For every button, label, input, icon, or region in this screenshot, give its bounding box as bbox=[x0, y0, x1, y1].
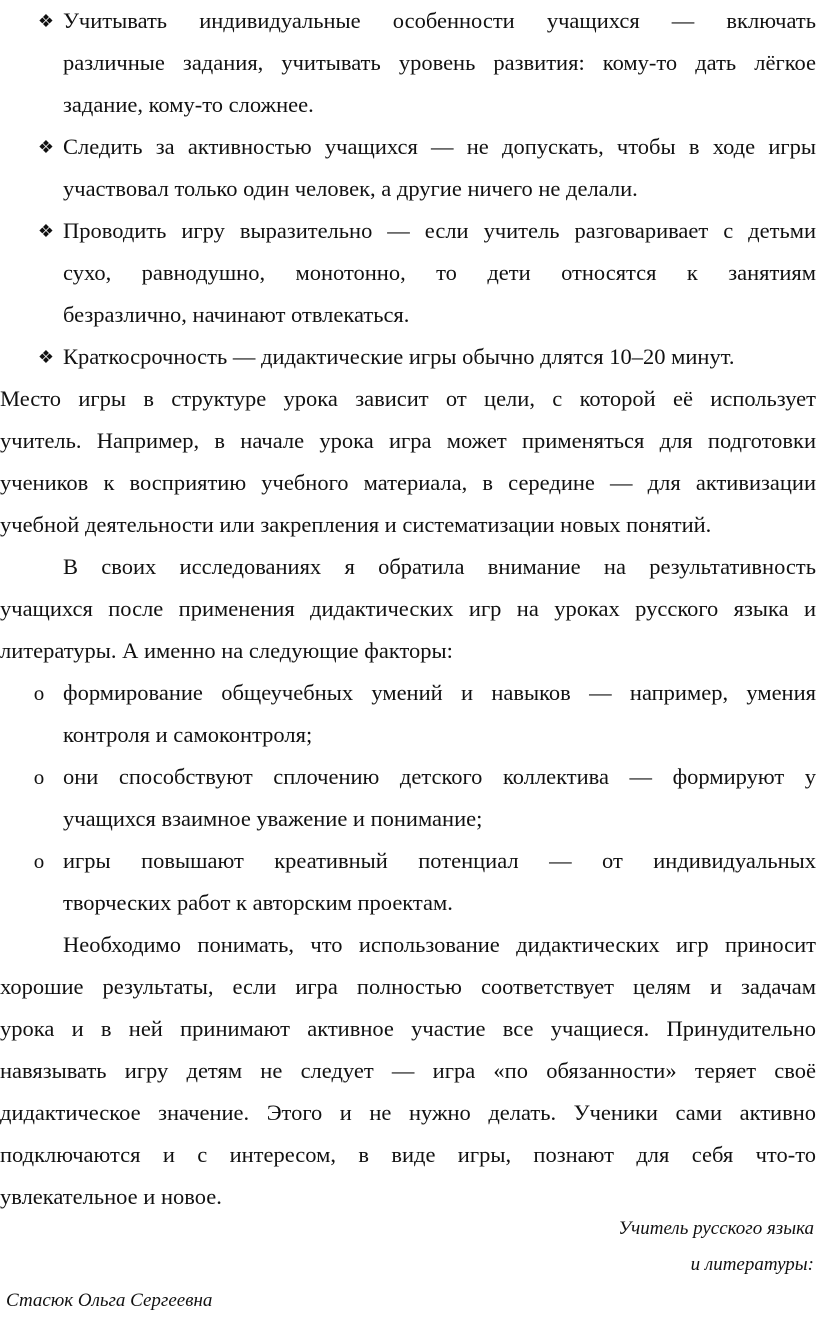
list-item-line: учащихся взаимное уважение и понимание; bbox=[63, 806, 483, 831]
diamond-bullet-icon: ❖ bbox=[37, 347, 55, 367]
paragraph-line: Место игры в структуре урока зависит от цели, с которой её использует bbox=[0, 386, 816, 411]
paragraph-line: учебной деятельности или закрепления и систематизации новых понятий. bbox=[0, 512, 712, 537]
list-item-line: участвовал только один человек, а другие ничего не делали. bbox=[63, 176, 638, 201]
paragraph-line: литературы. А именно на следующие факторы: bbox=[0, 638, 453, 663]
list-item-line: они способствуют сплочению детского коллектива — формируют у bbox=[63, 764, 816, 789]
circle-bullet-icon: o bbox=[33, 681, 45, 705]
signature-role: и литературы: bbox=[690, 1254, 814, 1275]
paragraph-line: навязывать игру детям не следует — игра «по обязанности» теряет своё bbox=[0, 1058, 816, 1083]
diamond-bullet-icon: ❖ bbox=[37, 11, 55, 31]
paragraph-line: учащихся после применения дидактических игр на уроках русского языка и bbox=[0, 596, 816, 621]
list-item-line: контроля и самоконтроля; bbox=[63, 722, 313, 747]
circle-bullet-icon: o bbox=[33, 849, 45, 873]
list-item-line: Проводить игру выразительно — если учитель разговаривает с детьми bbox=[63, 218, 816, 243]
list-item-line: сухо, равнодушно, монотонно, то дети относятся к занятиям bbox=[63, 260, 816, 285]
list-item-line: Следить за активностью учащихся — не допускать, чтобы в ходе игры bbox=[63, 134, 816, 159]
list-item-line: игры повышают креативный потенциал — от индивидуальных bbox=[63, 848, 816, 873]
paragraph-line: учеников к восприятию учебного материала, в середине — для активизации bbox=[0, 470, 816, 495]
paragraph-line: дидактическое значение. Этого и не нужно делать. Ученики сами активно bbox=[0, 1100, 816, 1125]
paragraph-line: В своих исследованиях я обратила внимание на результативность bbox=[63, 554, 816, 579]
circle-bullet-icon: o bbox=[33, 765, 45, 789]
signature-name: Стасюк Ольга Сергеевна bbox=[6, 1290, 213, 1311]
list-item-line: Учитывать индивидуальные особенности учащихся — включать bbox=[63, 8, 816, 33]
list-item-line: различные задания, учитывать уровень развития: кому-то дать лёгкое bbox=[63, 50, 816, 75]
list-item-line: Краткосрочность — дидактические игры обычно длятся 10–20 минут. bbox=[63, 344, 735, 369]
paragraph-line: подключаются и с интересом, в виде игры, познают для себя что-то bbox=[0, 1142, 816, 1167]
list-item-line: формирование общеучебных умений и навыков — например, умения bbox=[63, 680, 816, 705]
paragraph-line: Необходимо понимать, что использование дидактических игр приносит bbox=[63, 932, 816, 957]
list-item-line: творческих работ к авторским проектам. bbox=[63, 890, 453, 915]
paragraph-line: хорошие результаты, если игра полностью соответствует целям и задачам bbox=[0, 974, 816, 999]
diamond-bullet-icon: ❖ bbox=[37, 137, 55, 157]
signature-role: Учитель русского языка bbox=[618, 1218, 814, 1239]
list-item-line: задание, кому-то сложнее. bbox=[63, 92, 314, 117]
paragraph-line: урока и в ней принимают активное участие все учащиеся. Принудительно bbox=[0, 1016, 816, 1041]
paragraph-line: учитель. Например, в начале урока игра может применяться для подготовки bbox=[0, 428, 816, 453]
paragraph-line: увлекательное и новое. bbox=[0, 1184, 222, 1209]
diamond-bullet-icon: ❖ bbox=[37, 221, 55, 241]
list-item-line: безразлично, начинают отвлекаться. bbox=[63, 302, 410, 327]
